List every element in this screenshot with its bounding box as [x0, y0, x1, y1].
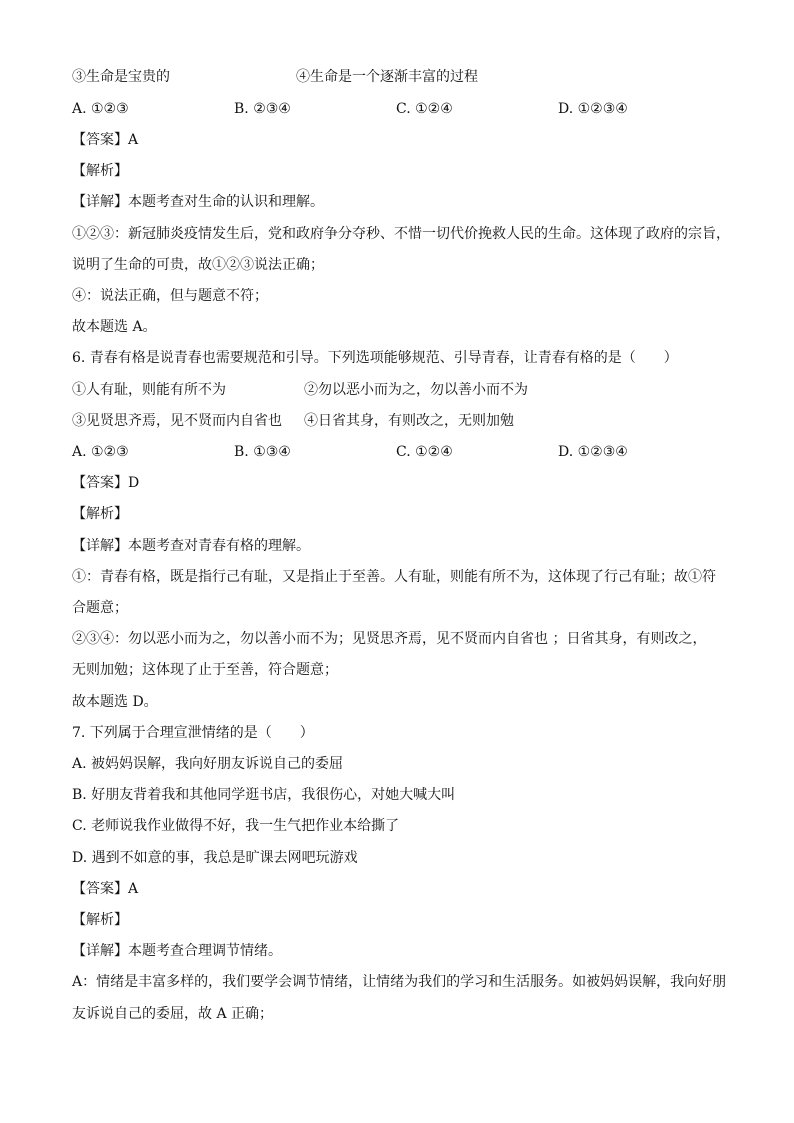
q6-choice-c: C. ①②④	[396, 444, 453, 460]
q6-answer: 【答案】D	[72, 475, 140, 491]
q6-option-1: ①人有耻，则能有所不为	[72, 382, 226, 398]
q5-choice-a: A. ①②③	[72, 101, 129, 117]
q5-explanation-1a: ①②③：新冠肺炎疫情发生后，党和政府争分夺秒、不惜一切代价挽救人民的生命。这体现了政府的宗旨，	[72, 226, 730, 242]
q7-option-d: D. 遇到不如意的事，我总是旷课去网吧玩游戏	[72, 850, 358, 866]
q5-option-3: ③生命是宝贵的	[72, 69, 170, 85]
q6-option-2: ②勿以恶小而为之，勿以善小而不为	[304, 382, 528, 398]
q5-answer: 【答案】A	[72, 132, 139, 148]
q7-explanation-1b: 友诉说自己的委屈，故 A 正确；	[72, 1006, 274, 1022]
q6-choice-a: A. ①②③	[72, 444, 129, 460]
q7-stem: 7. 下列属于合理宣泄情绪的是（ ）	[72, 725, 314, 741]
q5-option-4: ④生命是一个逐渐丰富的过程	[296, 69, 478, 85]
q5-explanation-2: ④：说法正确，但与题意不符；	[72, 288, 268, 304]
q5-explanation-1b: 说明了生命的可贵，故①②③说法正确；	[72, 257, 324, 273]
q6-explanation-1b: 合题意；	[72, 600, 128, 616]
q7-explanation-1a: A：情绪是丰富多样的，我们要学会调节情绪，让情绪为我们的学习和生活服务。如被妈妈误解，我向好朋	[72, 974, 727, 990]
q6-detail: 【详解】本题考查对青春有格的理解。	[72, 538, 310, 554]
q6-explanation-1a: ①：青春有格，既是指行己有耻，又是指止于至善。人有耻，则能有所不为，这体现了行己有耻；故①符	[72, 569, 716, 585]
q6-analysis-heading: 【解析】	[72, 506, 128, 522]
q6-conclusion: 故本题选 D。	[72, 694, 158, 710]
q6-choice-b: B. ①③④	[234, 444, 291, 460]
q5-detail: 【详解】本题考查对生命的认识和理解。	[72, 194, 324, 210]
q6-option-3: ③见贤思齐焉，见不贤而内自省也	[72, 413, 282, 429]
q6-choice-d: D. ①②③④	[558, 444, 628, 460]
q6-explanation-2b: 无则加勉；这体现了止于至善，符合题意；	[72, 662, 338, 678]
q7-detail: 【详解】本题考查合理调节情绪。	[72, 943, 282, 959]
q5-choice-c: C. ①②④	[396, 101, 453, 117]
q6-option-4: ④日省其身，有则改之，无则加勉	[304, 413, 514, 429]
q6-explanation-2a: ②③④：勿以恶小而为之，勿以善小而不为；见贤思齐焉，见不贤而内自省也 ；日省其身，有则改之，	[72, 631, 707, 647]
q7-analysis-heading: 【解析】	[72, 912, 128, 928]
q5-choice-d: D. ①②③④	[558, 101, 628, 117]
q6-stem: 6. 青春有格是说青春也需要规范和引导。下列选项能够规范、引导青春，让青春有格的是（ ）	[72, 350, 678, 366]
q5-choice-b: B. ②③④	[234, 101, 291, 117]
q7-answer: 【答案】A	[72, 881, 139, 897]
q7-option-c: C. 老师说我作业做得不好，我一生气把作业本给撕了	[72, 818, 400, 834]
q5-analysis-heading: 【解析】	[72, 163, 128, 179]
q7-option-b: B. 好朋友背着我和其他同学逛书店，我很伤心，对她大喊大叫	[72, 787, 456, 803]
q7-option-a: A. 被妈妈误解，我向好朋友诉说自己的委屈	[72, 756, 344, 772]
q5-conclusion: 故本题选 A。	[72, 319, 157, 335]
